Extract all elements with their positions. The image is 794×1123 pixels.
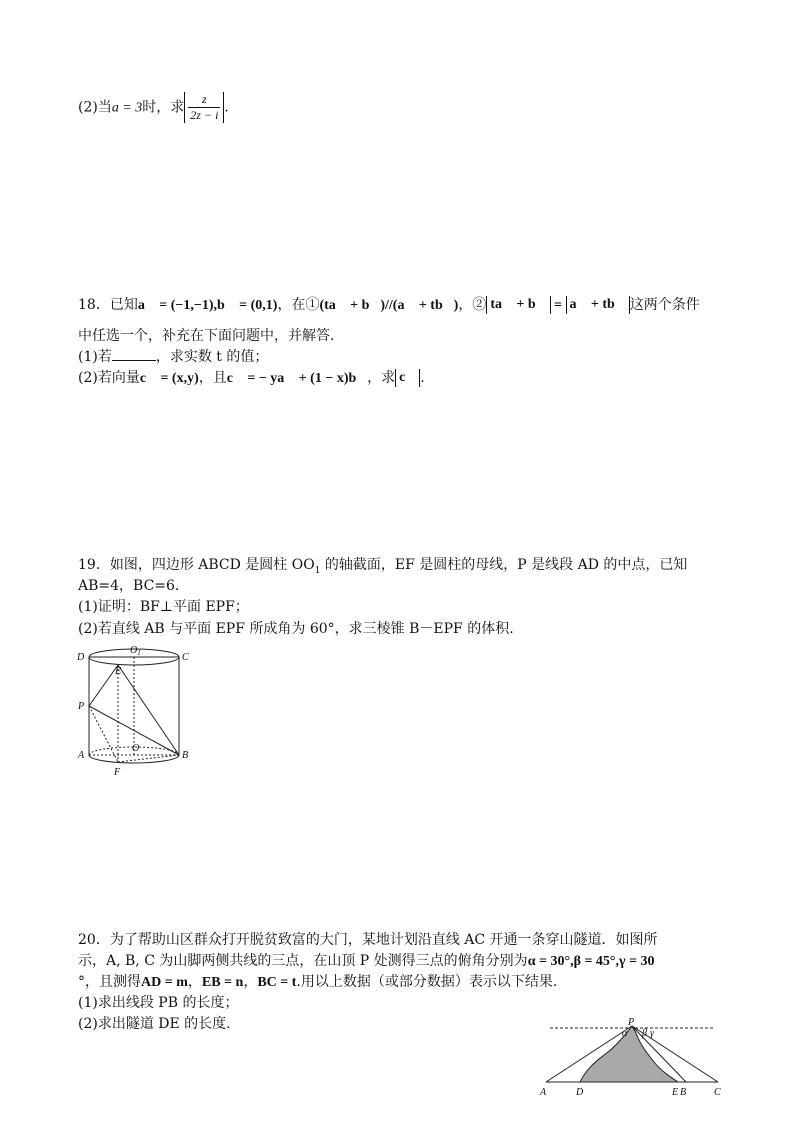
q18-c-expr: c⃗ = − ya⃗ + (1 − x)b⃗ xyxy=(226,371,368,386)
q18-cond2-rhs: a⃗ + tb⃗ xyxy=(566,296,630,314)
label-alpha: α xyxy=(622,1028,628,1039)
label-peak-c: C xyxy=(714,1087,721,1098)
q20-ad: AD = m xyxy=(141,975,188,990)
q18-line4 xyxy=(78,369,425,388)
q20-line3 xyxy=(78,973,557,992)
q18-cond2-lhs: ta⃗ + b⃗ xyxy=(486,296,550,314)
label-o1 xyxy=(130,645,141,657)
label-o: O xyxy=(132,743,140,754)
q20-eb: EB = n xyxy=(201,975,244,990)
q17-part2 xyxy=(78,92,229,123)
label-p: P xyxy=(78,701,85,712)
q17-end: . xyxy=(224,99,229,116)
label-e: E xyxy=(115,666,122,677)
label-peak-p: P xyxy=(628,1017,635,1028)
q18-p2-end: . xyxy=(420,370,425,386)
q19-line3: (1)证明：BF⊥平面 EPF； xyxy=(78,599,249,615)
q18-line1-end: 这两个条件 xyxy=(629,297,700,313)
q18-p2-find: ，求 xyxy=(367,370,396,386)
label-o1-sub: 1 xyxy=(137,649,141,657)
q18-vec-b: ,b⃗ = (0,1) xyxy=(213,298,278,313)
label-peak-e: E xyxy=(672,1087,679,1098)
q17-frac-num: z xyxy=(188,92,220,108)
q19-l1b: 的轴截面，EF 是圆柱的母线，P 是线段 AD 的中点，已知 xyxy=(320,557,688,573)
q18-abs-c: c⃗ xyxy=(395,369,420,387)
q18-blank xyxy=(112,348,156,361)
q19-l1sub: 1 xyxy=(314,565,321,576)
q18-cond1-label: ，在① xyxy=(277,297,320,313)
q20-l2a: 示，A, B, C 为山脚两侧共线的三点，在山顶 P 处测得三点的俯角分别为 xyxy=(78,953,528,969)
q18-p1-suffix: ，求实数 t 的值； xyxy=(155,349,269,365)
q18-p1-prefix: (1)若 xyxy=(78,349,112,365)
q20-angles: α = 30°,β = 45°,γ = 30 xyxy=(527,954,655,969)
label-a: A xyxy=(78,750,85,761)
q19-line2: AB=4，BC=6. xyxy=(78,578,180,594)
label-peak-d: D xyxy=(576,1087,584,1098)
label-peak-b: B xyxy=(680,1087,687,1098)
label-gamma: γ xyxy=(650,1028,654,1039)
label-d: D xyxy=(77,652,85,663)
q17-abs-fraction xyxy=(184,92,224,123)
q20-l3g: .用以上数据（或部分数据）表示以下结果. xyxy=(296,974,558,990)
q17-frac-den: 2z − i xyxy=(190,108,219,122)
q18-intro: 18．已知 xyxy=(78,297,138,313)
q17-fraction xyxy=(188,92,220,123)
q17-condition: a = 3 xyxy=(111,100,143,116)
q18-vec-a: a⃗ = (−1,−1) xyxy=(137,298,214,313)
q18-cond1: (ta⃗ + b⃗)//(a⃗ + tb⃗) xyxy=(319,298,459,313)
q18-line1 xyxy=(78,296,700,315)
label-f: F xyxy=(114,767,121,778)
q20-line1: 20．为了帮助山区群众打开脱贫致富的大门，某地计划沿直线 AC 开通一条穿山隧道．如图所 xyxy=(78,932,658,948)
q17-when: 时，求 xyxy=(142,99,185,116)
q20-line5: (2)求出隧道 DE 的长度. xyxy=(78,1016,231,1032)
mountain-figure xyxy=(536,1016,724,1100)
q18-cond2-eq: = xyxy=(550,298,566,313)
q18-vec-c: c⃗ = (x,y) xyxy=(139,371,199,386)
q17-part2-prefix: (2)当 xyxy=(78,99,112,116)
q19-l1a: 19．如图，四边形 ABCD 是圆柱 OO xyxy=(78,557,315,573)
q18-p2-prefix: (2)若向量 xyxy=(78,370,140,386)
q20-bc: BC = t xyxy=(257,975,297,990)
q18-cond2-label: ，② xyxy=(458,297,487,313)
label-b: B xyxy=(182,750,189,761)
label-o1-main: O xyxy=(130,645,138,656)
q20-l3c: ， xyxy=(187,974,202,990)
label-beta: β xyxy=(642,1028,647,1039)
q20-l3e: ， xyxy=(243,974,258,990)
label-peak-a: A xyxy=(540,1087,547,1098)
q18-p2-and: ，且 xyxy=(198,370,227,386)
q20-line2 xyxy=(78,952,655,971)
q18-line3 xyxy=(78,348,268,366)
q20-line4: (1)求出线段 PB 的长度； xyxy=(78,995,239,1011)
q20-l3a: °，且测得 xyxy=(78,974,141,990)
label-c: C xyxy=(182,652,189,663)
q19-line4: (2)若直线 AB 与平面 EPF 所成角为 60°，求三棱锥 B－EPF 的体积. xyxy=(78,621,514,637)
cylinder-figure xyxy=(76,644,192,778)
q18-line2: 中任选一个，补充在下面问题中，并解答. xyxy=(78,328,335,344)
